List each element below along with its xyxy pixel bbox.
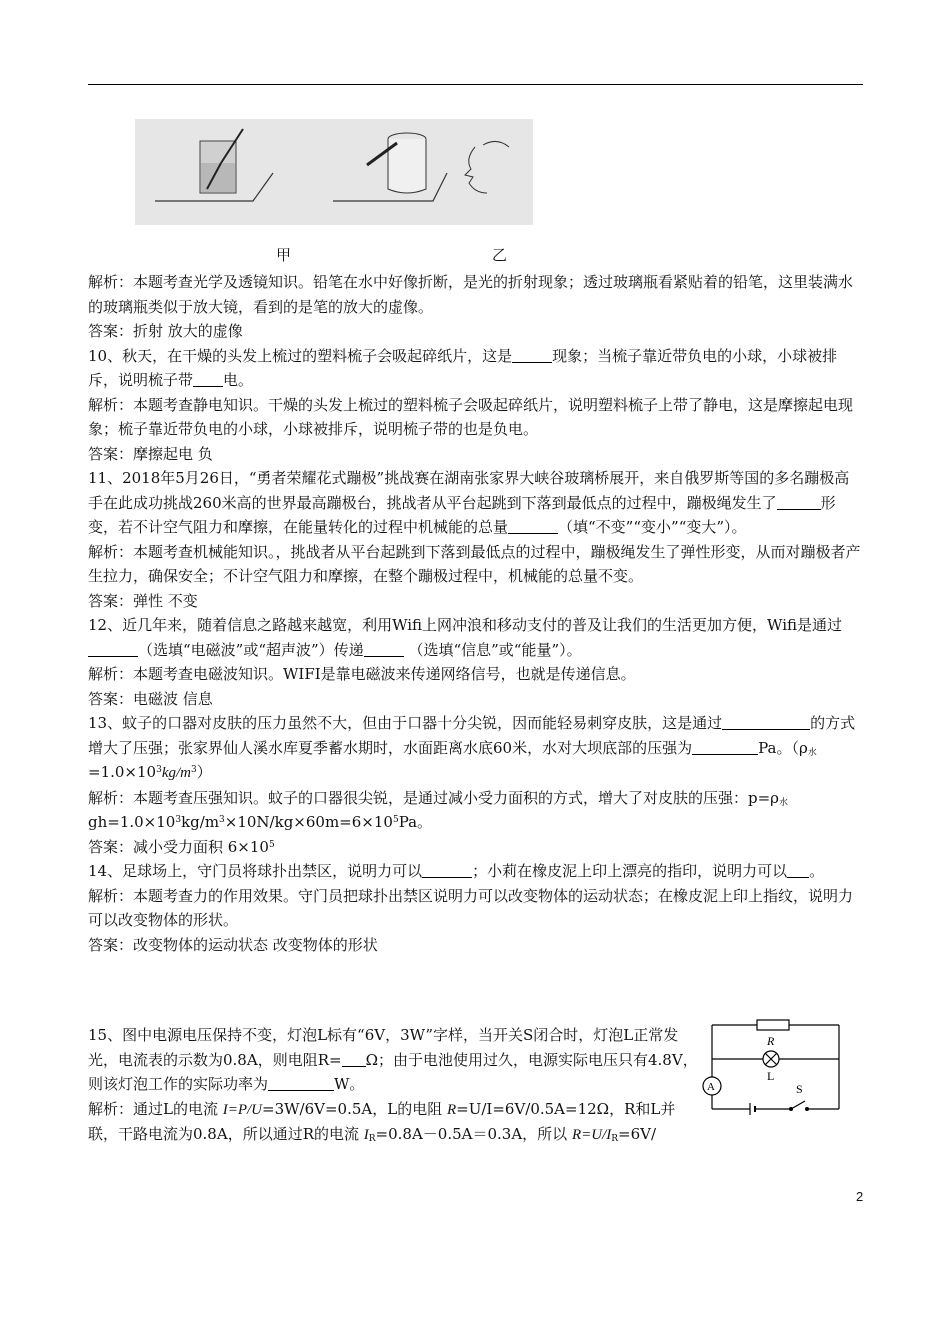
q14-analysis: 解析：本题考查力的作用效果。守门员把球扑出禁区说明力可以改变物体的运动状态；在橡皮泥上印上指纹，说明力可以改变物体的形状。 (88, 886, 854, 929)
q9-analysis: 解析：本题考查光学及透镜知识。铅笔在水中好像折断，是光的折射现象；透过玻璃瓶看紧贴着的铅笔，这里装满水的玻璃瓶类似于放大镜，看到的是笔的放大的虚像。 (88, 273, 854, 316)
header-rule (88, 84, 863, 85)
page-number: 2 (856, 1189, 864, 1204)
q10-blank-1[interactable] (512, 346, 552, 363)
q12-answer: 答案：电磁波 信息 (88, 689, 213, 708)
q14-answer: 答案：改变物体的运动状态 改变物体的形状 (88, 935, 378, 954)
q11-analysis: 解析：本题考查机械能知识。，挑战者从平台起跳到下落到最低点的过程中，蹦极绳发生了弹性形变，从而对蹦极者产生拉力，确保安全；不计空气阻力和摩擦，在整个蹦极过程中，机械能的总量不变。 (88, 542, 861, 585)
q13-blank-1[interactable] (722, 713, 810, 730)
q10-question: 10、秋天，在干燥的头发上梳过的塑料梳子会吸起碎纸片，这是 现象；当梳子靠近带负电的小球，小球被排斥，说明梳子带 电。 (88, 346, 838, 389)
q15-question: 15、图中电源电压保持不变，灯泡L标有“6V，3W”字样，当开关S闭合时，灯泡L正常发光，电流表的示数为0.8A，则电阻R= Ω；由于电池使用过久，电源实际电压只有4.8V，则该灯泡工作的实际功率为 W。 (88, 1026, 698, 1093)
q9-answer: 答案：折射 放大的虚像 (88, 322, 243, 340)
q13-analysis: 解析：本题考查压强知识。蚊子的口器很尖锐，是通过减小受力面积的方式，增大了对皮肤的压强：$p=\rho_水gh=1.0\times 10^3kg/m^3\times 10N/kg\times 60m=6\times 10^5Pa$。 (88, 788, 789, 831)
circuit-svg (697, 1013, 847, 1115)
q11-question: 11、2018年5月26日，“勇者荣耀花式蹦极”挑战赛在湖南张家界大峡谷玻璃桥展开，来自俄罗斯等国的多名蹦极高手在此成功挑战260米高的世界最高蹦极台，挑战者从平台起跳到下落到最低点的过程中，蹦极绳发生了 形变，若不计空气阻力和摩擦，在能量转化的过程中机械能的总量 （填“不变”“变小”“变大”）。 (88, 469, 850, 536)
q12-blank-1[interactable] (88, 640, 138, 657)
circuit-label-r: R (767, 1034, 775, 1048)
q10-blank-2[interactable] (193, 370, 223, 387)
q11-answer: 答案：弹性 不变 (88, 591, 198, 610)
q14-question: 14、足球场上，守门员将球扑出禁区，说明力可以 ；小莉在橡皮泥上印上漂亮的指印，说明力可以 。 (88, 862, 825, 880)
figure-illustration (135, 119, 533, 225)
q10-answer: 答案：摩擦起电 负 (88, 444, 213, 463)
q13-blank-2[interactable] (692, 738, 758, 755)
q15-block (88, 1023, 700, 1148)
questions-block (88, 270, 864, 957)
figure-caption-left: 甲 (276, 246, 292, 264)
circuit-diagram (697, 1013, 847, 1115)
circuit-label-l: L (767, 1069, 775, 1083)
q15-blank-1[interactable] (342, 1050, 366, 1067)
q14-blank-2[interactable] (787, 861, 809, 878)
figure-pencil-refraction (135, 119, 533, 225)
q14-blank-1[interactable] (422, 861, 472, 878)
q13-question: 13、蚊子的口器对皮肤的压力虽然不大，但由于口器十分尖锐，因而能轻易刺穿皮肤，这是通过 的方式增大了压强；张家界仙人溪水库夏季蓄水期时，水面距离水底60米，水对大坝底部的压强为 Pa。$(\rho_水=1.0\times 10^3kg/m^3)$ (88, 714, 856, 781)
circuit-label-a: A (707, 1081, 715, 1093)
q12-blank-2[interactable] (364, 640, 404, 657)
q15-analysis: 解析：通过L的电流 I=P/U=3W/6V=0.5A，L的电阻 R=U/I=6V/0.5A=12Ω，R和L并联，干路电流为0.8A，所以通过R的电流 $I_R=0.8A-0.5A=0.3A$，所以 $R=U/I_R=6V/$ (88, 1099, 676, 1144)
q12-analysis: 解析：本题考查电磁波知识。WIFI是靠电磁波来传递网络信号，也就是传递信息。 (88, 665, 636, 683)
q11-blank-2[interactable] (508, 517, 558, 534)
q10-analysis: 解析：本题考查静电知识。干燥的头发上梳过的塑料梳子会吸起碎纸片，说明塑料梳子上带了静电，这是摩擦起电现象；梳子靠近带负电的小球，小球被排斥，说明梳子带的也是负电。 (88, 395, 854, 438)
q11-blank-1[interactable] (777, 493, 821, 510)
circuit-label-s: S (796, 1082, 803, 1096)
q15-blank-2[interactable] (268, 1074, 334, 1091)
q12-question: 12、近几年来，随着信息之路越来越宽，利用Wifi上网冲浪和移动支付的普及让我们的生活更加方便，Wifi是通过 （选填“电磁波”或“超声波”）传递 （选填“信息”或“能量”）。 (88, 616, 843, 659)
q13-answer: 答案：减小受力面积 $6\times 10^5$ (88, 837, 275, 856)
figure-caption-right: 乙 (492, 246, 508, 264)
